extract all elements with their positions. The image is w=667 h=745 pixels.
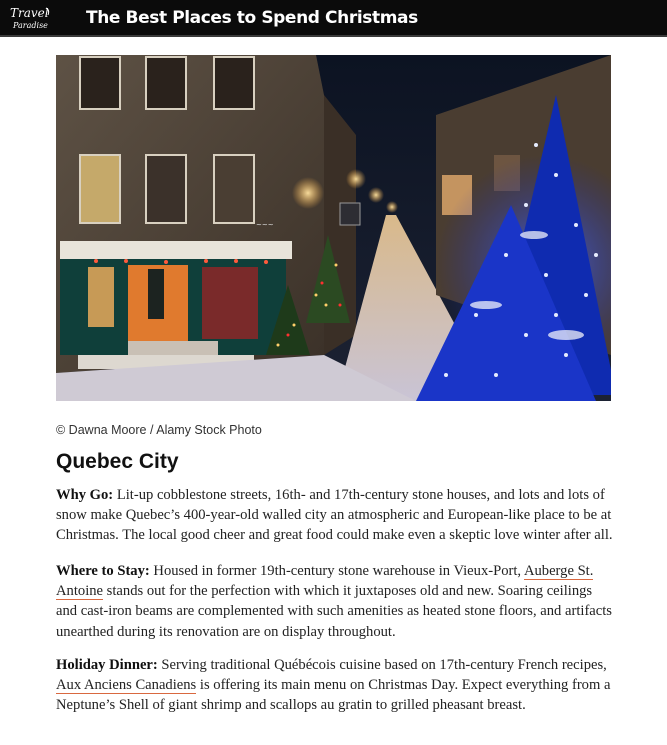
why-go-label: Why Go: bbox=[56, 487, 114, 503]
holiday-dinner-paragraph bbox=[56, 655, 616, 716]
logo-text-bottom: Paradise bbox=[13, 21, 48, 30]
hero-image bbox=[56, 55, 611, 401]
site-logo[interactable] bbox=[8, 5, 56, 31]
holiday-dinner-text-before: Serving traditional Québécois cuisine based on 17th-century French recipes, bbox=[157, 657, 607, 673]
aux-anciens-canadiens-link[interactable]: Aux Anciens Canadiens bbox=[56, 677, 197, 694]
where-to-stay-paragraph bbox=[56, 561, 616, 642]
why-go-text: Lit-up cobblestone streets, 16th- and 17th-century stone houses, and lots and lots of snow make Quebec’s 400-year-old walled city an atmospheric and European-like place to be at Christmas. The local good cheer and great food could make even a skeptic love winter after all. bbox=[56, 487, 613, 544]
holiday-dinner-label: Holiday Dinner: bbox=[56, 657, 158, 673]
why-go-paragraph bbox=[56, 485, 616, 546]
photo-credit: © Dawna Moore / Alamy Stock Photo bbox=[56, 423, 262, 437]
site-title[interactable]: The Best Places to Spend Christmas bbox=[86, 8, 418, 28]
where-to-stay-text-before: Housed in former 19th-century stone warehouse in Vieux-Port, bbox=[149, 563, 524, 579]
auberge-st-antoine-link[interactable]: Auberge St. Antoine bbox=[56, 563, 594, 600]
logo-text-top: Travel bbox=[10, 6, 49, 20]
where-to-stay-label: Where to Stay: bbox=[56, 563, 150, 579]
where-to-stay-text-after: stands out for the perfection with which it juxtaposes old and new. Soaring ceilings and cast-iron beams are complemented with such amenities as heated stone floors, and artifacts unearthed during its renovation are on display throughout. bbox=[56, 583, 612, 640]
section-heading: Quebec City bbox=[56, 450, 179, 473]
site-header bbox=[0, 0, 667, 37]
shop-sign: ~~~ bbox=[256, 221, 274, 229]
holiday-dinner-text-after: is offering its main menu on Christmas Day. Expect everything from a Neptune’s Shell of giant shrimp and scallops au gratin to grilled pheasant breast. bbox=[56, 677, 611, 714]
quebec-street-night-photo bbox=[56, 55, 611, 401]
